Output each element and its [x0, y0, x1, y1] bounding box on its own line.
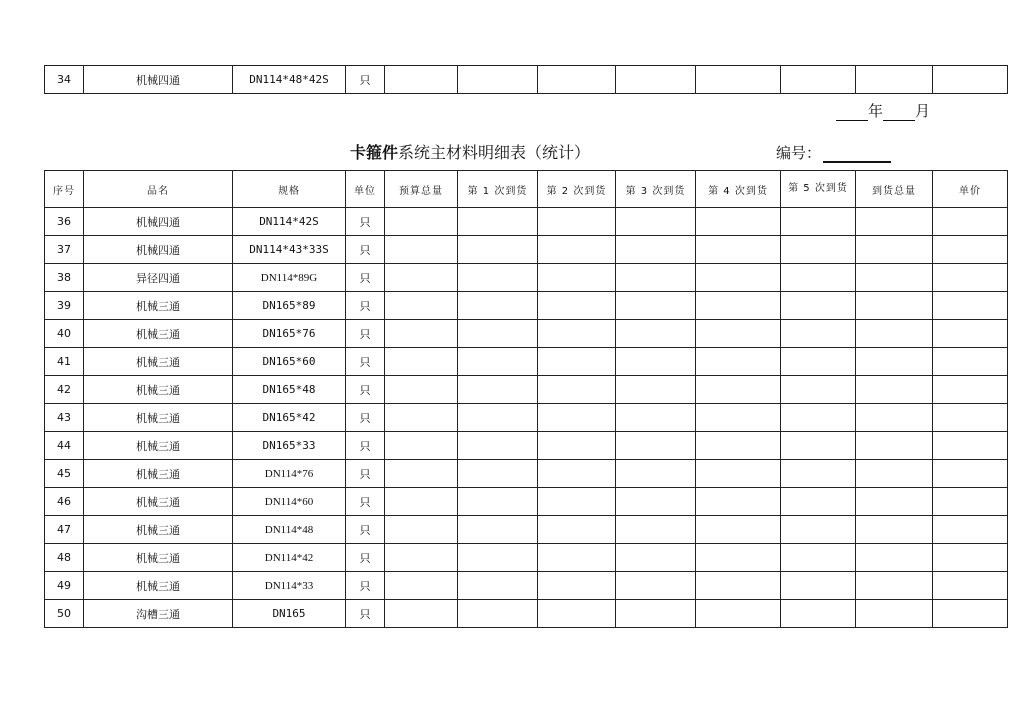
- seq-cell: 41: [45, 348, 84, 376]
- empty-cell: [385, 208, 458, 236]
- empty-cell: [538, 600, 616, 628]
- empty-cell: [538, 460, 616, 488]
- unit-cell: 只: [346, 320, 385, 348]
- name-cell: 机械三通: [84, 320, 233, 348]
- spec-cell: DN114*48: [233, 516, 346, 544]
- empty-cell: [458, 516, 538, 544]
- page-title: [350, 140, 590, 163]
- empty-cell: [616, 292, 696, 320]
- name-cell: 机械三通: [84, 348, 233, 376]
- empty-cell: [458, 432, 538, 460]
- empty-cell: [385, 264, 458, 292]
- empty-cell: [385, 572, 458, 600]
- table-row: [45, 460, 1008, 488]
- empty-cell: [538, 66, 616, 94]
- header-unit-price: 单价: [933, 171, 1008, 208]
- empty-cell: [458, 348, 538, 376]
- seq-cell: 44: [45, 432, 84, 460]
- empty-cell: [856, 516, 933, 544]
- empty-cell: [856, 208, 933, 236]
- empty-cell: [856, 320, 933, 348]
- seq-cell: 43: [45, 404, 84, 432]
- empty-cell: [933, 292, 1008, 320]
- empty-cell: [458, 404, 538, 432]
- header-delivery-5: 第 5 次到货: [781, 171, 856, 208]
- unit-cell: 只: [346, 404, 385, 432]
- empty-cell: [933, 600, 1008, 628]
- unit-cell: 只: [346, 432, 385, 460]
- number-blank: [823, 147, 891, 163]
- header-delivery-1: 第 1 次到货: [458, 171, 538, 208]
- name-cell: 机械三通: [84, 516, 233, 544]
- empty-cell: [781, 544, 856, 572]
- spec-cell: DN114*89G: [233, 264, 346, 292]
- table-row: [45, 236, 1008, 264]
- spec-cell: DN114*60: [233, 488, 346, 516]
- empty-cell: [458, 376, 538, 404]
- name-cell: 机械四通: [84, 236, 233, 264]
- spec-cell: DN165*42: [233, 404, 346, 432]
- previous-page-table: [44, 65, 1008, 94]
- seq-cell: 47: [45, 516, 84, 544]
- unit-cell: 只: [346, 264, 385, 292]
- year-blank: [836, 106, 868, 121]
- empty-cell: [781, 376, 856, 404]
- spec-cell: DN114*42: [233, 544, 346, 572]
- table-row: [45, 572, 1008, 600]
- name-cell: 机械三通: [84, 488, 233, 516]
- empty-cell: [385, 516, 458, 544]
- empty-cell: [781, 600, 856, 628]
- materials-table: [44, 170, 1008, 628]
- empty-cell: [856, 432, 933, 460]
- month-label: 月: [915, 102, 931, 120]
- empty-cell: [696, 376, 781, 404]
- empty-cell: [856, 600, 933, 628]
- table-header-row: [45, 171, 1008, 208]
- empty-cell: [696, 264, 781, 292]
- empty-cell: [696, 572, 781, 600]
- empty-cell: [856, 236, 933, 264]
- empty-cell: [385, 292, 458, 320]
- seq-cell: 38: [45, 264, 84, 292]
- empty-cell: [616, 460, 696, 488]
- header-delivery-3: 第 3 次到货: [616, 171, 696, 208]
- name-cell: 机械三通: [84, 544, 233, 572]
- empty-cell: [696, 348, 781, 376]
- empty-cell: [933, 544, 1008, 572]
- number-field: [776, 142, 891, 163]
- seq-cell: 40: [45, 320, 84, 348]
- empty-cell: [458, 600, 538, 628]
- empty-cell: [856, 264, 933, 292]
- month-blank: [883, 106, 915, 121]
- table-body: [45, 208, 1008, 628]
- empty-cell: [538, 572, 616, 600]
- empty-cell: [696, 488, 781, 516]
- table-row: [45, 488, 1008, 516]
- table-row: [45, 320, 1008, 348]
- empty-cell: [856, 460, 933, 488]
- empty-cell: [781, 432, 856, 460]
- date-line: [836, 100, 930, 121]
- header-spec: 规格: [233, 171, 346, 208]
- seq-cell: 37: [45, 236, 84, 264]
- empty-cell: [781, 264, 856, 292]
- name-cell: 机械三通: [84, 572, 233, 600]
- unit-cell: 只: [346, 460, 385, 488]
- empty-cell: [781, 348, 856, 376]
- unit-cell: 只: [346, 348, 385, 376]
- empty-cell: [616, 348, 696, 376]
- empty-cell: [458, 572, 538, 600]
- empty-cell: [458, 292, 538, 320]
- seq-cell: 46: [45, 488, 84, 516]
- empty-cell: [856, 404, 933, 432]
- seq-cell: 39: [45, 292, 84, 320]
- empty-cell: [781, 488, 856, 516]
- unit-cell: 只: [346, 292, 385, 320]
- empty-cell: [856, 292, 933, 320]
- empty-cell: [616, 516, 696, 544]
- table-row: [45, 348, 1008, 376]
- empty-cell: [781, 460, 856, 488]
- empty-cell: [781, 236, 856, 264]
- empty-cell: [696, 544, 781, 572]
- empty-cell: [538, 208, 616, 236]
- table-row: [45, 292, 1008, 320]
- name-cell: 机械三通: [84, 404, 233, 432]
- spec-cell: DN165*76: [233, 320, 346, 348]
- empty-cell: [616, 320, 696, 348]
- empty-cell: [616, 600, 696, 628]
- empty-cell: [385, 236, 458, 264]
- empty-cell: [781, 572, 856, 600]
- empty-cell: [458, 208, 538, 236]
- empty-cell: [538, 236, 616, 264]
- empty-cell: [538, 516, 616, 544]
- spec-cell: DN165: [233, 600, 346, 628]
- name-cell: 沟槽三通: [84, 600, 233, 628]
- empty-cell: [538, 488, 616, 516]
- empty-cell: [458, 488, 538, 516]
- empty-cell: [385, 66, 458, 94]
- header-unit: 单位: [346, 171, 385, 208]
- header-name: 品名: [84, 171, 233, 208]
- title-rest: 系统主材料明细表（统计）: [398, 143, 591, 162]
- empty-cell: [933, 66, 1008, 94]
- empty-cell: [616, 488, 696, 516]
- empty-cell: [616, 432, 696, 460]
- empty-cell: [933, 516, 1008, 544]
- empty-cell: [538, 544, 616, 572]
- unit-cell: 只: [346, 236, 385, 264]
- spec-cell: DN165*60: [233, 348, 346, 376]
- spec-cell: DN114*43*33S: [233, 236, 346, 264]
- empty-cell: [781, 66, 856, 94]
- table-row: [45, 208, 1008, 236]
- empty-cell: [616, 404, 696, 432]
- empty-cell: [933, 376, 1008, 404]
- empty-cell: [696, 404, 781, 432]
- empty-cell: [781, 320, 856, 348]
- empty-cell: [933, 460, 1008, 488]
- empty-cell: [696, 516, 781, 544]
- empty-cell: [616, 264, 696, 292]
- header-arrival-total: 到货总量: [856, 171, 933, 208]
- empty-cell: [933, 572, 1008, 600]
- empty-cell: [933, 264, 1008, 292]
- empty-cell: [538, 432, 616, 460]
- name-cell: 机械三通: [84, 432, 233, 460]
- empty-cell: [696, 600, 781, 628]
- empty-cell: [781, 404, 856, 432]
- unit-cell: 只: [346, 572, 385, 600]
- empty-cell: [458, 320, 538, 348]
- table-row: [45, 264, 1008, 292]
- table-row: [45, 376, 1008, 404]
- spec-cell: DN165*89: [233, 292, 346, 320]
- name-cell: 机械四通: [84, 66, 233, 94]
- seq-cell: 42: [45, 376, 84, 404]
- empty-cell: [696, 292, 781, 320]
- empty-cell: [458, 264, 538, 292]
- empty-cell: [933, 208, 1008, 236]
- empty-cell: [385, 404, 458, 432]
- unit-cell: 只: [346, 600, 385, 628]
- table-row: [45, 66, 1008, 94]
- empty-cell: [616, 66, 696, 94]
- empty-cell: [933, 348, 1008, 376]
- empty-cell: [616, 236, 696, 264]
- table-row: [45, 432, 1008, 460]
- empty-cell: [696, 432, 781, 460]
- table-row: [45, 544, 1008, 572]
- empty-cell: [616, 544, 696, 572]
- empty-cell: [616, 208, 696, 236]
- header-delivery-4: 第 4 次到货: [696, 171, 781, 208]
- seq-cell: 50: [45, 600, 84, 628]
- spec-cell: DN114*48*42S: [233, 66, 346, 94]
- empty-cell: [385, 544, 458, 572]
- empty-cell: [458, 66, 538, 94]
- unit-cell: 只: [346, 66, 385, 94]
- unit-cell: 只: [346, 208, 385, 236]
- empty-cell: [696, 208, 781, 236]
- name-cell: 异径四通: [84, 264, 233, 292]
- empty-cell: [616, 572, 696, 600]
- empty-cell: [781, 516, 856, 544]
- seq-cell: 34: [45, 66, 84, 94]
- empty-cell: [458, 236, 538, 264]
- empty-cell: [696, 320, 781, 348]
- title-bold: 卡箍件: [350, 143, 399, 162]
- empty-cell: [856, 376, 933, 404]
- name-cell: 机械三通: [84, 460, 233, 488]
- empty-cell: [856, 348, 933, 376]
- empty-cell: [616, 376, 696, 404]
- empty-cell: [933, 236, 1008, 264]
- empty-cell: [696, 236, 781, 264]
- number-label: 编号：: [776, 144, 822, 162]
- name-cell: 机械四通: [84, 208, 233, 236]
- empty-cell: [385, 376, 458, 404]
- name-cell: 机械三通: [84, 376, 233, 404]
- year-label: 年: [868, 102, 884, 120]
- header-delivery-2: 第 2 次到货: [538, 171, 616, 208]
- empty-cell: [781, 292, 856, 320]
- empty-cell: [538, 376, 616, 404]
- unit-cell: 只: [346, 376, 385, 404]
- seq-cell: 48: [45, 544, 84, 572]
- header-seq: 序号: [45, 171, 84, 208]
- empty-cell: [781, 208, 856, 236]
- spec-cell: DN114*42S: [233, 208, 346, 236]
- empty-cell: [856, 66, 933, 94]
- empty-cell: [696, 460, 781, 488]
- empty-cell: [385, 348, 458, 376]
- unit-cell: 只: [346, 488, 385, 516]
- spec-cell: DN165*48: [233, 376, 346, 404]
- empty-cell: [538, 292, 616, 320]
- empty-cell: [458, 460, 538, 488]
- empty-cell: [385, 488, 458, 516]
- empty-cell: [538, 348, 616, 376]
- empty-cell: [933, 488, 1008, 516]
- spec-cell: DN114*33: [233, 572, 346, 600]
- empty-cell: [856, 572, 933, 600]
- empty-cell: [385, 432, 458, 460]
- header-budget-total: 预算总量: [385, 171, 458, 208]
- spec-cell: DN165*33: [233, 432, 346, 460]
- empty-cell: [538, 264, 616, 292]
- unit-cell: 只: [346, 544, 385, 572]
- empty-cell: [385, 460, 458, 488]
- unit-cell: 只: [346, 516, 385, 544]
- empty-cell: [538, 404, 616, 432]
- empty-cell: [458, 544, 538, 572]
- seq-cell: 36: [45, 208, 84, 236]
- name-cell: 机械三通: [84, 292, 233, 320]
- empty-cell: [856, 544, 933, 572]
- empty-cell: [696, 66, 781, 94]
- seq-cell: 49: [45, 572, 84, 600]
- empty-cell: [538, 320, 616, 348]
- seq-cell: 45: [45, 460, 84, 488]
- empty-cell: [933, 404, 1008, 432]
- table-row: [45, 516, 1008, 544]
- spec-cell: DN114*76: [233, 460, 346, 488]
- table-row: [45, 404, 1008, 432]
- empty-cell: [933, 320, 1008, 348]
- empty-cell: [385, 600, 458, 628]
- table-row: [45, 600, 1008, 628]
- empty-cell: [385, 320, 458, 348]
- empty-cell: [856, 488, 933, 516]
- empty-cell: [933, 432, 1008, 460]
